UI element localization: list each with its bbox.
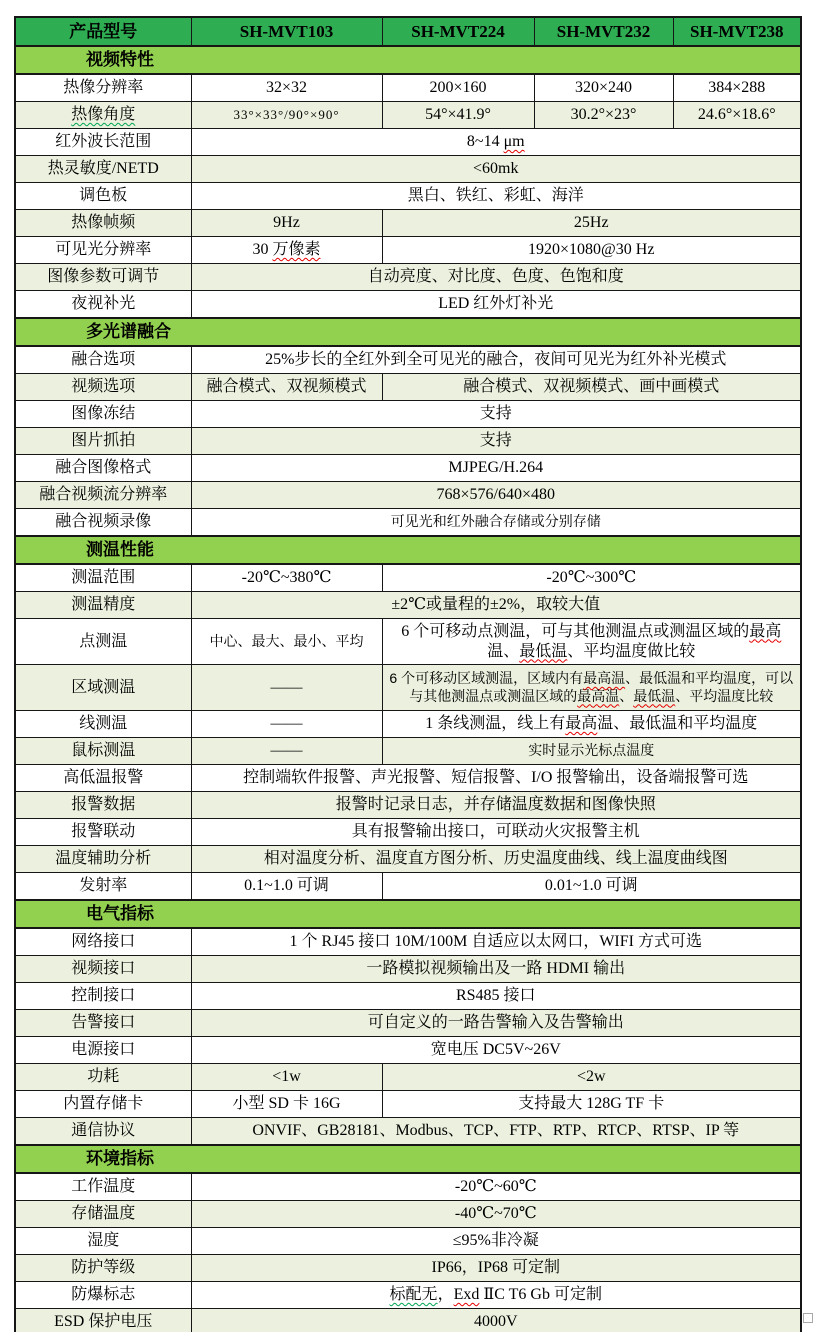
cell-text: 存储温度 <box>71 1205 136 1222</box>
spellcheck-marked-text: 最高 <box>565 715 598 732</box>
section-header-cell: 电气指标 <box>15 900 801 928</box>
section-header-cell: 测温性能 <box>15 536 801 564</box>
spec-label-cell <box>15 711 191 738</box>
cell-text: 、平均温度做比较 <box>567 642 696 660</box>
spec-value-cell: 宽电压 DC5V~26V <box>191 1037 801 1064</box>
spec-label-cell <box>15 455 191 482</box>
cell-text: 夜视补光 <box>71 295 136 312</box>
table-row <box>15 183 801 210</box>
spec-value-cell: 9Hz <box>191 210 382 237</box>
cell-text: ⅡC T6 Gb 可定制 <box>479 1286 602 1303</box>
cell-text: 、 <box>619 687 634 704</box>
spec-label-cell <box>15 983 191 1010</box>
spellcheck-marked-text: Exd <box>453 1286 480 1303</box>
spec-value-cell: ONVIF、GB28181、Modbus、TCP、FTP、RTP、RTCP、RTSP、IP 等 <box>191 1118 801 1146</box>
spellcheck-marked-text: 最低温 <box>633 687 676 704</box>
spec-label-cell <box>15 1010 191 1037</box>
spec-value-cell: 4000V <box>191 1309 801 1332</box>
table-row <box>15 1255 801 1282</box>
spec-value-cell: 1 个 RJ45 接口 10M/100M 自适应以太网口，WIFI 方式可选 <box>191 928 801 956</box>
section-row <box>15 900 801 928</box>
section-row <box>15 1145 801 1173</box>
spec-label-cell <box>15 792 191 819</box>
cell-text: 湿度 <box>87 1232 120 1249</box>
table-row <box>15 129 801 156</box>
cell-text: 图片抓拍 <box>71 432 136 449</box>
cell-text: 热像分辨率 <box>63 79 144 96</box>
spec-value-cell <box>191 129 801 156</box>
table-row <box>15 1173 801 1201</box>
spec-label-cell <box>15 765 191 792</box>
table-row <box>15 928 801 956</box>
table-row <box>15 210 801 237</box>
spec-value-cell: 融合模式、双视频模式 <box>191 374 382 401</box>
spec-value-cell: 200×160 <box>382 74 534 102</box>
spec-label-cell <box>15 665 191 711</box>
table-row <box>15 401 801 428</box>
spec-label-cell <box>15 74 191 102</box>
spec-value-cell: -20℃~60℃ <box>191 1173 801 1201</box>
cell-text: 线测温 <box>79 715 128 732</box>
spec-label-cell <box>15 210 191 237</box>
spec-value-cell: 小型 SD 卡 16G <box>191 1091 382 1118</box>
table-row <box>15 846 801 873</box>
spec-value-cell: 30.2°×23° <box>534 102 673 129</box>
cell-text: 发射率 <box>79 877 128 894</box>
spec-label-cell <box>15 291 191 319</box>
spec-value-cell: 25%步长的全红外到全可见光的融合，夜间可见光为红外补光模式 <box>191 346 801 374</box>
spec-value-cell: 控制端软件报警、声光报警、短信报警、I/O 报警输出，设备端报警可选 <box>191 765 801 792</box>
spec-value-cell: 支持 <box>191 401 801 428</box>
spec-label-cell <box>15 1091 191 1118</box>
spec-label-cell <box>15 1037 191 1064</box>
spellcheck-marked-text: 万像素 <box>272 241 321 258</box>
spec-value-cell <box>382 619 801 665</box>
cell-text: 视频选项 <box>71 378 136 395</box>
spec-label-cell <box>15 738 191 765</box>
spec-value-cell: 24.6°×18.6° <box>673 102 801 129</box>
table-row <box>15 509 801 537</box>
cell-text: 高低温报警 <box>63 769 144 786</box>
spec-label-cell <box>15 819 191 846</box>
column-header-label: 产品型号 <box>15 17 191 46</box>
table-row <box>15 1010 801 1037</box>
table-row <box>15 792 801 819</box>
cell-text: 测温范围 <box>71 569 136 586</box>
cell-text: 区域测温 <box>71 678 136 696</box>
spec-value-cell: 中心、最大、最小、平均 <box>191 619 382 665</box>
table-row <box>15 237 801 264</box>
spec-value-cell: 可自定义的一路告警输入及告警输出 <box>191 1010 801 1037</box>
cell-text: ESD 保护电压 <box>54 1313 153 1330</box>
spec-label-cell <box>15 129 191 156</box>
spec-value-cell: 25Hz <box>382 210 801 237</box>
cell-text: 功耗 <box>87 1068 120 1085</box>
spec-label-cell <box>15 1309 191 1332</box>
cell-text: 内置存储卡 <box>63 1095 144 1112</box>
spec-label-cell <box>15 1173 191 1201</box>
cell-text: 报警联动 <box>71 823 136 840</box>
spec-value-cell: 768×576/640×480 <box>191 482 801 509</box>
spec-value-cell: 支持最大 128G TF 卡 <box>382 1091 801 1118</box>
cell-text: 图像参数可调节 <box>47 268 160 285</box>
table-row <box>15 102 801 129</box>
spec-value-cell: MJPEG/H.264 <box>191 455 801 482</box>
cell-text: 红外波长范围 <box>55 133 152 150</box>
spec-label-cell <box>15 374 191 401</box>
cell-text: 通信协议 <box>71 1122 136 1139</box>
cell-text: 电源接口 <box>71 1041 136 1058</box>
table-row <box>15 156 801 183</box>
table-row <box>15 1064 801 1091</box>
section-row <box>15 536 801 564</box>
spec-label-cell <box>15 1282 191 1309</box>
spec-value-cell: 具有报警输出接口，可联动火灾报警主机 <box>191 819 801 846</box>
spec-label-cell <box>15 346 191 374</box>
cell-text: 融合选项 <box>71 351 136 368</box>
spec-value-cell: ±2℃或量程的±2%，取较大值 <box>191 592 801 619</box>
table-row <box>15 819 801 846</box>
table-row <box>15 1037 801 1064</box>
spec-label-cell <box>15 183 191 210</box>
spec-value-cell: -20℃~380℃ <box>191 564 382 592</box>
spec-value-cell <box>382 711 801 738</box>
table-row <box>15 983 801 1010</box>
spec-label-cell <box>15 1064 191 1091</box>
spec-value-cell: -20℃~300℃ <box>382 564 801 592</box>
spec-label-cell <box>15 619 191 665</box>
table-row <box>15 765 801 792</box>
spec-label-cell <box>15 1201 191 1228</box>
spec-label-cell <box>15 1118 191 1146</box>
spec-value-cell: <1w <box>191 1064 382 1091</box>
spec-label-cell <box>15 428 191 455</box>
cell-text: 温度辅助分析 <box>55 850 152 867</box>
table-row <box>15 428 801 455</box>
cell-text: 热像帧频 <box>71 214 136 231</box>
cell-text: 6 个可移动区域测温，区域内有 <box>389 670 584 686</box>
table-row <box>15 1091 801 1118</box>
table-row <box>15 1228 801 1255</box>
cell-text: 可见光分辨率 <box>55 241 152 258</box>
spec-value-cell: 320×240 <box>534 74 673 102</box>
table-row <box>15 482 801 509</box>
spec-value-cell: 0.1~1.0 可调 <box>191 873 382 901</box>
column-header-model: SH-MVT224 <box>382 17 534 46</box>
table-resize-handle[interactable] <box>803 1313 813 1323</box>
spellcheck-marked-text: 最低温 <box>519 642 568 660</box>
spec-label-cell <box>15 156 191 183</box>
cell-text: 测温精度 <box>71 596 136 613</box>
cell-text: 融合视频录像 <box>55 513 152 530</box>
cell-text: 温、 <box>487 642 520 660</box>
cell-text: 热灵敏度/NETD <box>47 160 159 177</box>
cell-text: 、平均温度比较 <box>675 687 774 704</box>
cell-text: 6 个可移动点测温，可与其他测温点或测温区域的 <box>401 622 750 640</box>
section-row <box>15 46 801 74</box>
spec-label-cell <box>15 482 191 509</box>
spec-value-cell: 33°×33°/90°×90° <box>191 102 382 129</box>
table-row <box>15 592 801 619</box>
column-header-model: SH-MVT103 <box>191 17 382 46</box>
spec-label-cell <box>15 846 191 873</box>
section-header-cell: 视频特性 <box>15 46 801 74</box>
spec-label-cell <box>15 509 191 537</box>
spec-label-cell <box>15 1228 191 1255</box>
cell-text: 1 条线测温，线上有 <box>425 715 566 732</box>
spec-value-cell: RS485 接口 <box>191 983 801 1010</box>
spellcheck-marked-text: 最高温 <box>577 687 620 704</box>
spec-value-cell <box>382 665 801 711</box>
cell-text: 、最低温和平均温度，可以与其他测温点或测温区域的 <box>409 670 794 704</box>
spec-label-cell <box>15 237 191 264</box>
cell-text: 融合图像格式 <box>55 459 152 476</box>
cell-text: 报警数据 <box>71 796 136 813</box>
table-row <box>15 711 801 738</box>
spec-value-cell: —— <box>191 738 382 765</box>
spec-value-cell: 报警时记录日志，并存储温度数据和图像快照 <box>191 792 801 819</box>
spec-value-cell: 0.01~1.0 可调 <box>382 873 801 901</box>
spec-value-cell: 32×32 <box>191 74 382 102</box>
spec-value-cell: LED 红外灯补光 <box>191 291 801 319</box>
table-row <box>15 374 801 401</box>
column-header-model: SH-MVT232 <box>534 17 673 46</box>
spec-value-cell: 可见光和红外融合存储或分别存储 <box>191 509 801 537</box>
spec-value-cell: ≤95%非冷凝 <box>191 1228 801 1255</box>
spec-value-cell: 支持 <box>191 428 801 455</box>
cell-text: 图像冻结 <box>71 405 136 422</box>
cell-text: 防护等级 <box>71 1259 136 1276</box>
spec-table <box>14 16 802 1332</box>
table-row <box>15 564 801 592</box>
spec-label-cell <box>15 592 191 619</box>
cell-text: 融合视频流分辨率 <box>39 486 168 503</box>
spec-value-cell <box>191 1282 801 1309</box>
table-row <box>15 738 801 765</box>
table-row <box>15 291 801 319</box>
table-row <box>15 346 801 374</box>
cell-text: 30 <box>252 241 273 258</box>
spec-value-cell: 黑白、铁红、彩虹、海洋 <box>191 183 801 210</box>
spec-value-cell: <60mk <box>191 156 801 183</box>
cell-text: ， <box>437 1286 454 1303</box>
spec-value-cell: 54°×41.9° <box>382 102 534 129</box>
cell-text: 工作温度 <box>71 1178 136 1195</box>
spec-value-cell: —— <box>191 665 382 711</box>
cell-text: 8~14 <box>466 133 504 150</box>
spec-label-cell <box>15 401 191 428</box>
spec-value-cell: 实时显示光标点温度 <box>382 738 801 765</box>
table-header-row <box>15 17 801 46</box>
cell-text: 鼠标测温 <box>71 742 136 759</box>
cell-text: 告警接口 <box>71 1014 136 1031</box>
spellcheck-marked-text: 热像角度 <box>71 106 136 123</box>
spec-value-cell: -40℃~70℃ <box>191 1201 801 1228</box>
table-row <box>15 74 801 102</box>
column-header-model: SH-MVT238 <box>673 17 801 46</box>
spec-label-cell <box>15 102 191 129</box>
spec-value-cell: —— <box>191 711 382 738</box>
spec-label-cell <box>15 264 191 291</box>
spec-value-cell: 1920×1080@30 Hz <box>382 237 801 264</box>
cell-text: 视频接口 <box>71 960 136 977</box>
cell-text: 点测温 <box>79 632 128 650</box>
section-header-cell: 多光谱融合 <box>15 318 801 346</box>
cell-text: 温、最低温和平均温度 <box>597 715 758 732</box>
cell-text: 控制接口 <box>71 987 136 1004</box>
spec-value-cell: 自动亮度、对比度、色度、色饱和度 <box>191 264 801 291</box>
spec-value-cell: <2w <box>382 1064 801 1091</box>
spec-value-cell: IP66，IP68 可定制 <box>191 1255 801 1282</box>
table-row <box>15 956 801 983</box>
spec-value-cell: 一路模拟视频输出及一路 HDMI 输出 <box>191 956 801 983</box>
cell-text: 防爆标志 <box>71 1286 136 1303</box>
spec-label-cell <box>15 928 191 956</box>
table-row <box>15 665 801 711</box>
cell-text: 网络接口 <box>71 933 136 950</box>
spec-label-cell <box>15 873 191 901</box>
section-header-cell: 环境指标 <box>15 1145 801 1173</box>
spec-value-cell: 384×288 <box>673 74 801 102</box>
spec-label-cell <box>15 956 191 983</box>
spellcheck-marked-text: 最高 <box>749 622 782 640</box>
spec-label-cell <box>15 1255 191 1282</box>
table-row <box>15 619 801 665</box>
table-row <box>15 873 801 901</box>
spec-value-cell <box>191 237 382 264</box>
cell-text: 调色板 <box>79 187 128 204</box>
spec-value-cell: 相对温度分析、温度直方图分析、历史温度曲线、线上温度曲线图 <box>191 846 801 873</box>
spellcheck-marked-text: 标配无 <box>389 1286 438 1303</box>
table-row <box>15 1282 801 1309</box>
spec-label-cell <box>15 564 191 592</box>
table-row <box>15 1201 801 1228</box>
table-row <box>15 264 801 291</box>
table-row <box>15 455 801 482</box>
section-row <box>15 318 801 346</box>
table-row <box>15 1309 801 1332</box>
spec-value-cell: 融合模式、双视频模式、画中画模式 <box>382 374 801 401</box>
spellcheck-marked-text: μm <box>503 133 525 150</box>
spellcheck-marked-text: 最高温 <box>583 670 626 686</box>
table-row <box>15 1118 801 1146</box>
